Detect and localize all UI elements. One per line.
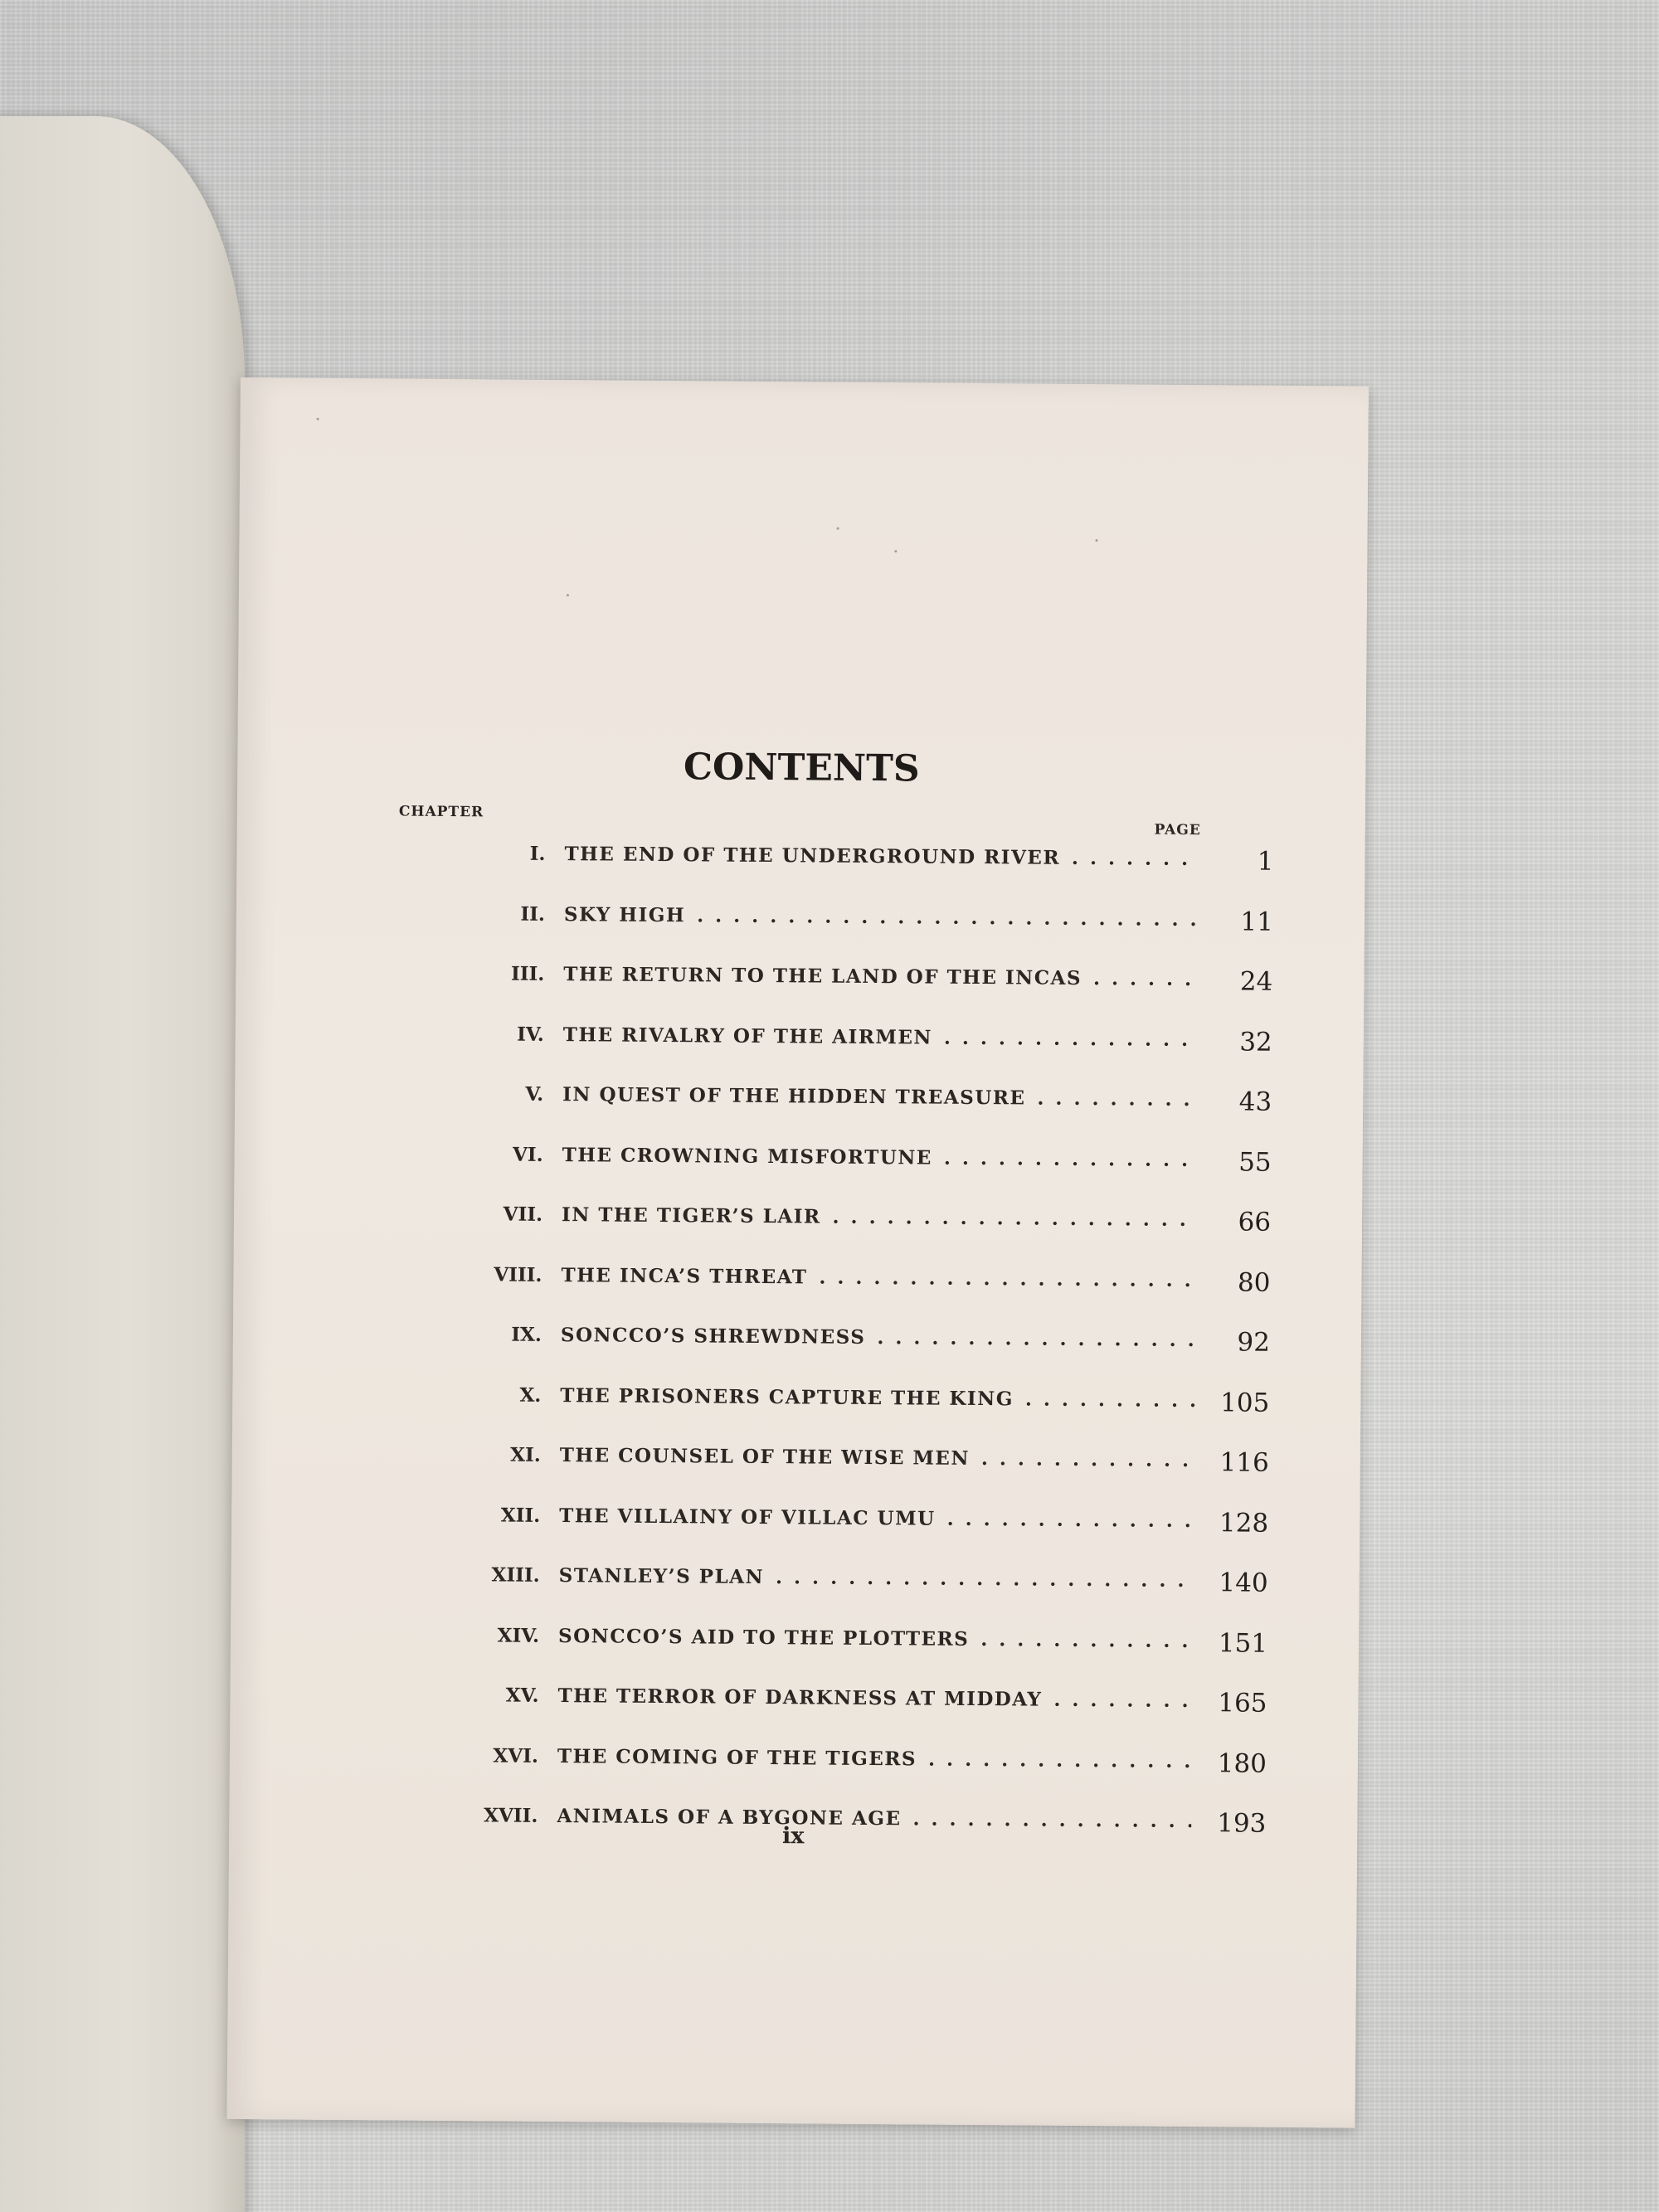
toc-row xyxy=(358,1194,1272,1261)
chapter-title: THE END OF THE UNDERGROUND RIVER xyxy=(564,843,1061,869)
chapter-title: THE INCA’S THREAT xyxy=(561,1263,808,1288)
page-number: 105 xyxy=(1220,1387,1270,1418)
chapter-numeral: VII. xyxy=(503,1203,543,1226)
toc-row xyxy=(361,893,1274,960)
toc-row xyxy=(358,1314,1271,1381)
dot-leader xyxy=(877,1326,1195,1351)
chapter-numeral: II. xyxy=(520,902,546,926)
toc-row xyxy=(359,1014,1272,1081)
chapter-column-header: CHAPTER xyxy=(398,803,484,821)
chapter-title: THE VILLAINY OF VILLAC UMU xyxy=(559,1504,936,1530)
dot-leader xyxy=(819,1266,1195,1291)
paper-speck xyxy=(837,527,839,530)
page-number: 24 xyxy=(1239,966,1273,997)
chapter-numeral: XV. xyxy=(505,1684,539,1707)
chapter-title: SKY HIGH xyxy=(563,902,686,926)
toc-row xyxy=(358,1254,1271,1321)
chapter-title: THE TERROR OF DARKNESS AT MIDDAY xyxy=(557,1685,1043,1711)
chapter-title: THE RETURN TO THE LAND OF THE INCAS xyxy=(563,963,1082,989)
paper-speck xyxy=(1095,539,1097,542)
chapter-title: THE PRISONERS CAPTURE THE KING xyxy=(560,1383,1014,1410)
chapter-numeral: IV. xyxy=(517,1023,544,1046)
toc-row xyxy=(358,1134,1272,1201)
dot-leader xyxy=(1072,847,1199,870)
toc-row xyxy=(354,1675,1267,1742)
page-number: 165 xyxy=(1218,1688,1267,1719)
chapter-numeral: X. xyxy=(519,1383,542,1407)
dot-leader xyxy=(944,1026,1198,1050)
left-page-curl xyxy=(0,116,245,2212)
page-number: 151 xyxy=(1218,1627,1268,1659)
chapter-title: ANIMALS OF A BYGONE AGE xyxy=(557,1805,902,1830)
page-folio: ix xyxy=(781,1823,805,1850)
page-number: 43 xyxy=(1238,1087,1272,1117)
dot-leader xyxy=(1037,1087,1197,1111)
chapter-title: THE COUNSEL OF THE WISE MEN xyxy=(559,1444,971,1470)
page-number: 80 xyxy=(1237,1266,1271,1298)
toc-row xyxy=(357,1374,1270,1441)
dot-leader xyxy=(928,1748,1192,1772)
page-number: 92 xyxy=(1237,1327,1271,1358)
chapter-title: IN THE TIGER’S LAIR xyxy=(561,1203,821,1228)
chapter-title: STANLEY’S PLAN xyxy=(558,1564,765,1589)
toc-row xyxy=(356,1495,1269,1562)
dot-leader xyxy=(1053,1689,1192,1712)
chapter-numeral: IX. xyxy=(511,1323,542,1346)
paper-speck xyxy=(317,418,319,421)
page-number: 128 xyxy=(1219,1507,1269,1539)
chapter-numeral: XIV. xyxy=(497,1623,540,1647)
page-number: 193 xyxy=(1217,1808,1267,1839)
chapter-title: SONCCO’S SHREWDNESS xyxy=(560,1324,866,1349)
dot-leader xyxy=(980,1628,1193,1652)
page-number: 1 xyxy=(1257,846,1274,877)
chapter-numeral: XVII. xyxy=(484,1804,538,1827)
page-number: 66 xyxy=(1238,1207,1272,1237)
toc-row xyxy=(359,1073,1272,1140)
chapter-numeral: III. xyxy=(510,962,545,985)
dot-leader xyxy=(776,1566,1194,1592)
toc-row xyxy=(355,1554,1268,1621)
dot-leader xyxy=(1093,967,1199,990)
contents-heading: CONTENTS xyxy=(683,746,920,790)
chapter-numeral: XIII. xyxy=(491,1563,540,1587)
toc-row xyxy=(360,953,1273,1020)
chapter-title: THE COMING OF THE TIGERS xyxy=(557,1744,917,1770)
chapter-title: IN QUEST OF THE HIDDEN TREASURE xyxy=(562,1083,1026,1110)
chapter-numeral: XI. xyxy=(510,1443,541,1466)
toc-row xyxy=(361,833,1274,900)
chapter-title: THE RIVALRY OF THE AIRMEN xyxy=(562,1023,933,1049)
chapter-numeral: V. xyxy=(525,1082,544,1106)
dot-leader xyxy=(947,1507,1194,1531)
page-number: 55 xyxy=(1238,1146,1272,1178)
toc-row xyxy=(354,1735,1267,1802)
chapter-numeral: VIII. xyxy=(494,1262,542,1286)
page-number: 32 xyxy=(1239,1026,1272,1057)
table-of-contents xyxy=(353,833,1274,1862)
page-column-header: PAGE xyxy=(1154,821,1201,839)
chapter-numeral: VI. xyxy=(512,1143,543,1166)
dot-leader xyxy=(1025,1388,1195,1412)
dot-leader xyxy=(832,1206,1196,1231)
toc-row xyxy=(355,1615,1268,1682)
paper-speck xyxy=(894,550,897,552)
dot-leader xyxy=(697,904,1199,931)
chapter-title: SONCCO’S AID TO THE PLOTTERS xyxy=(557,1624,970,1650)
dot-leader xyxy=(944,1146,1197,1170)
dot-leader xyxy=(981,1447,1194,1471)
chapter-title: THE CROWNING MISFORTUNE xyxy=(562,1143,933,1169)
page-number: 140 xyxy=(1219,1568,1268,1598)
paper-speck xyxy=(567,594,569,596)
chapter-numeral: XII. xyxy=(500,1504,541,1527)
chapter-numeral: XVI. xyxy=(493,1743,539,1767)
chapter-numeral: I. xyxy=(529,842,546,865)
page-number: 180 xyxy=(1217,1748,1267,1779)
page-number: 11 xyxy=(1240,906,1274,937)
contents-page xyxy=(227,377,1369,2128)
toc-row xyxy=(356,1434,1269,1501)
page-number: 116 xyxy=(1219,1447,1269,1478)
